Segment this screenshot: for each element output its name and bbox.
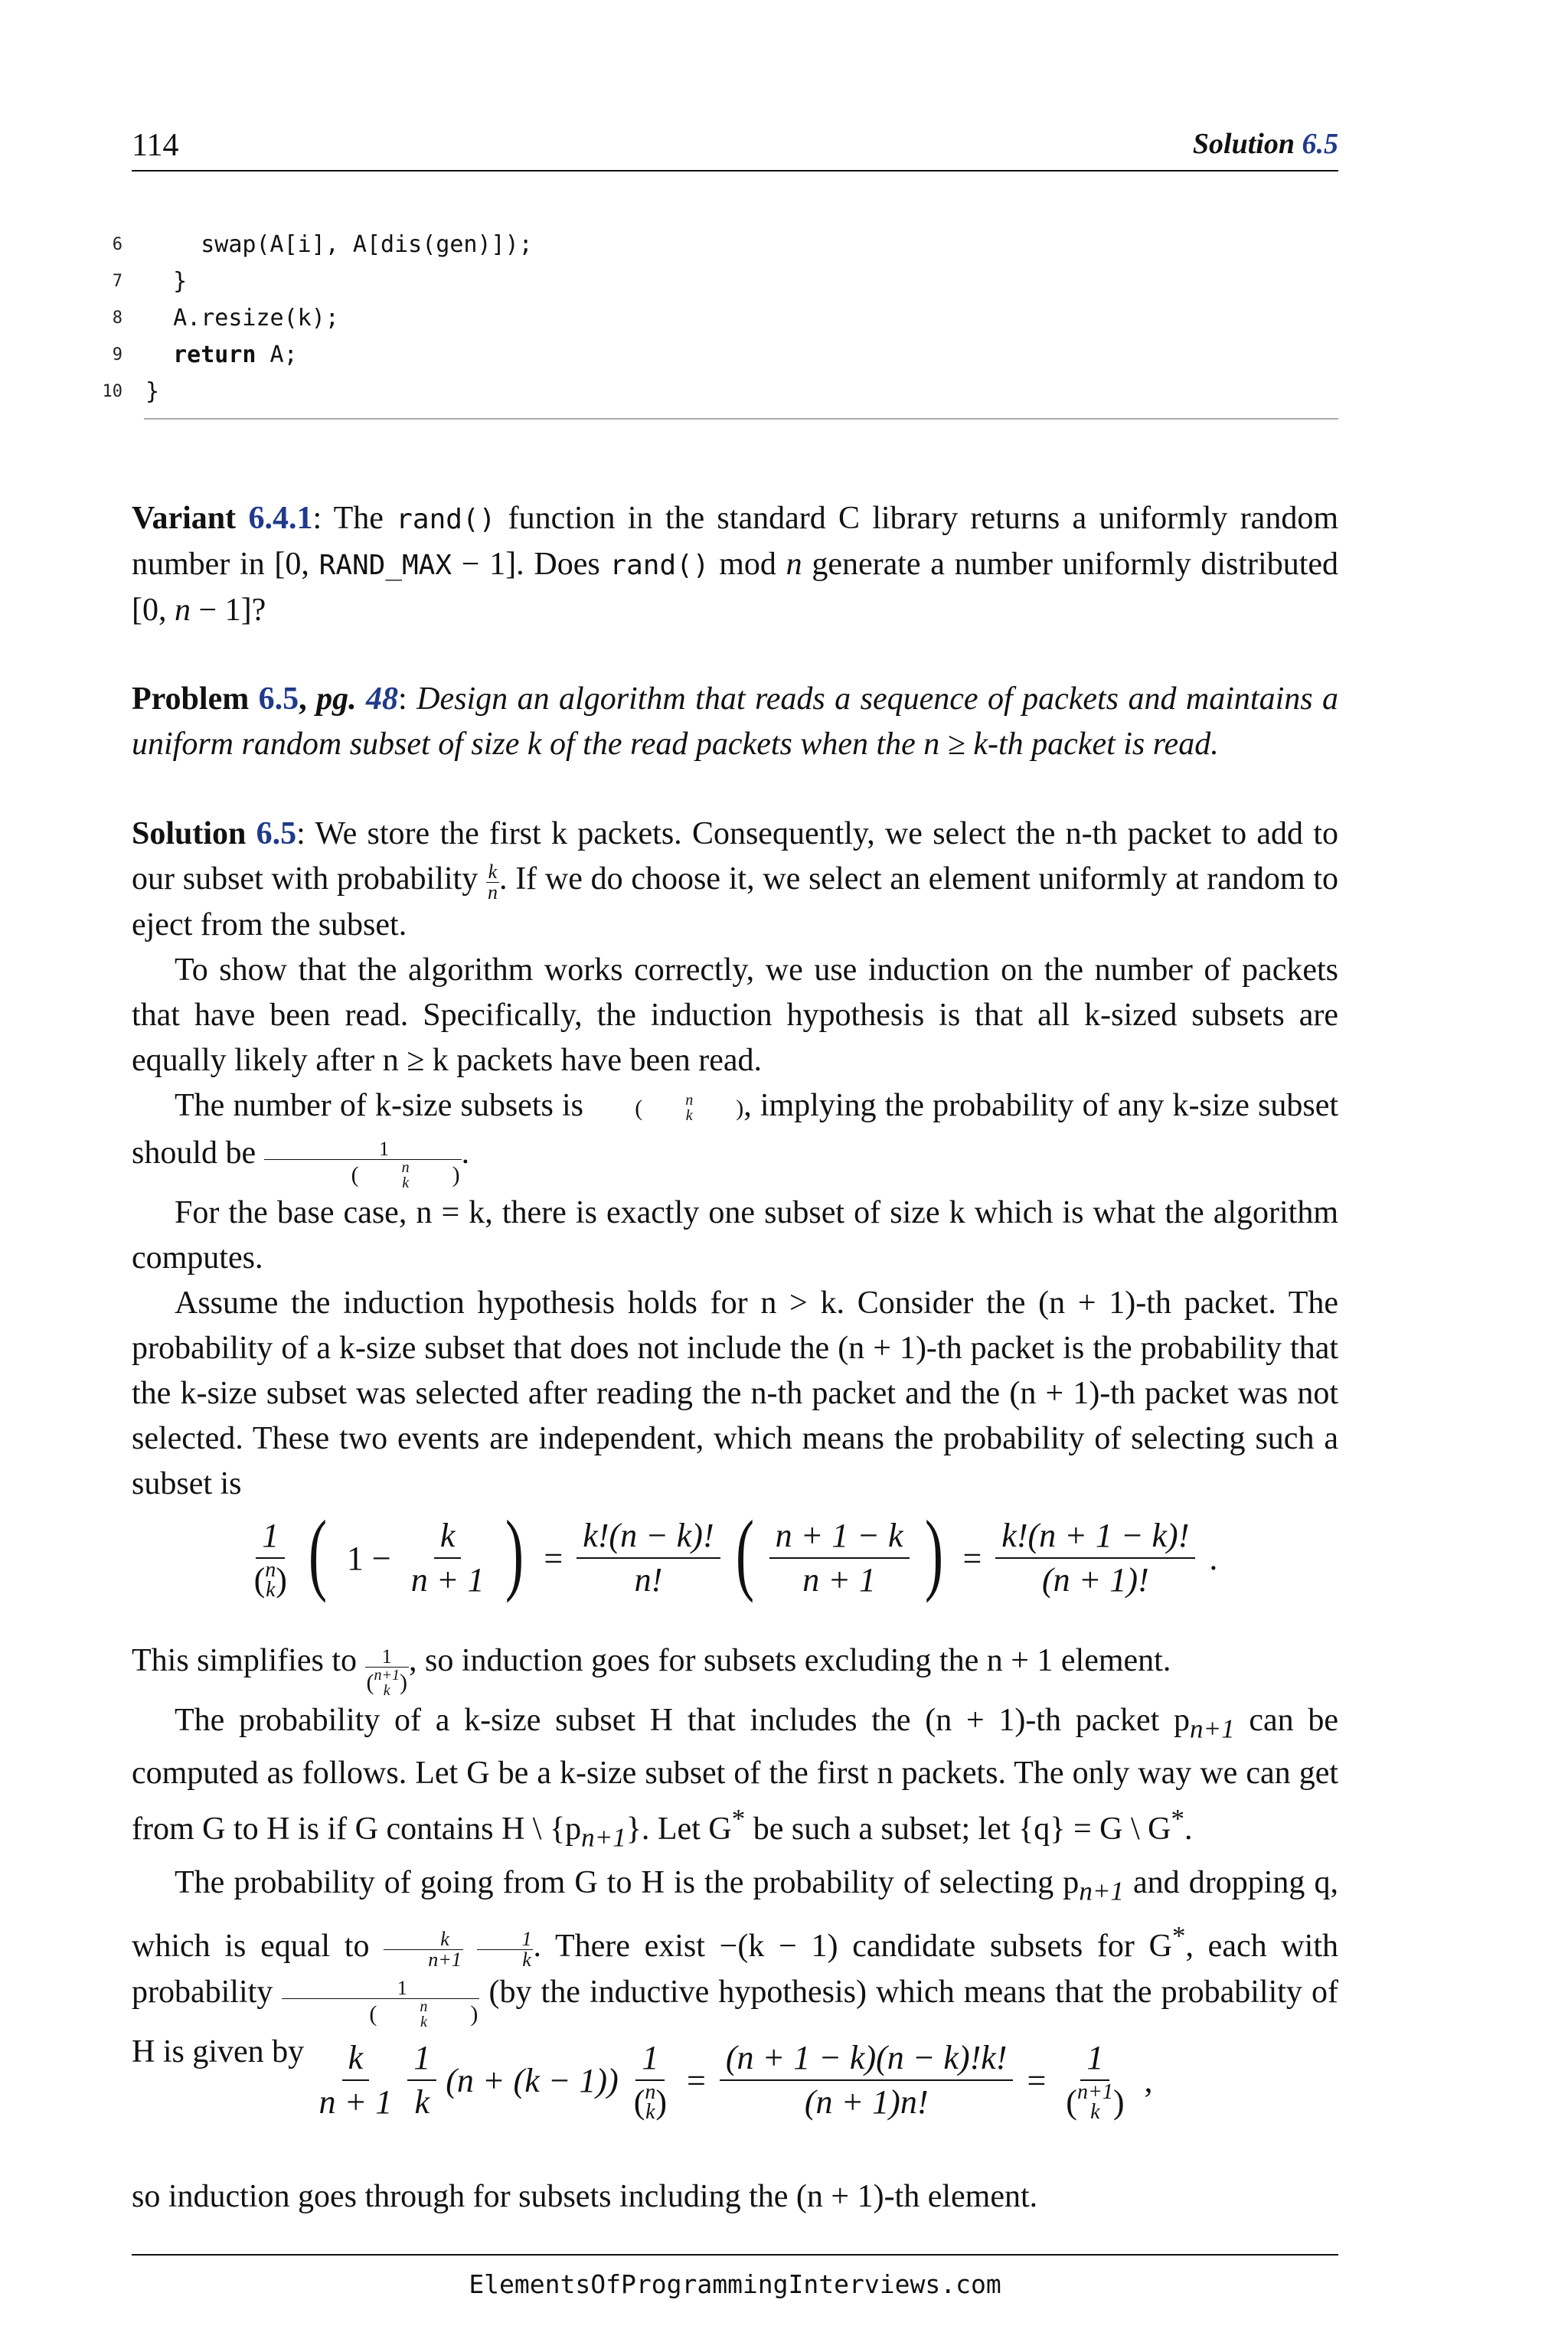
inline-code: rand() bbox=[609, 550, 710, 581]
fraction-denominator: k bbox=[414, 2083, 430, 2121]
math-var: n bbox=[175, 593, 191, 628]
binom-top: n bbox=[645, 2080, 656, 2104]
fraction-denominator bbox=[248, 1559, 293, 1602]
line-number: 6 bbox=[112, 235, 122, 254]
right-paren: ) bbox=[924, 1501, 943, 1603]
code-line bbox=[100, 300, 1340, 337]
fraction-denominator: n bbox=[487, 881, 498, 903]
fraction-denominator: n+1 bbox=[428, 1949, 462, 1971]
binom-bottom: k bbox=[420, 2014, 427, 2031]
eq-fraction bbox=[628, 2037, 673, 2124]
solution-label bbox=[132, 816, 296, 851]
fraction-numerator: 1 bbox=[635, 2037, 665, 2081]
fraction-numerator: 1 bbox=[1080, 2037, 1109, 2081]
running-head-text: Solution bbox=[1192, 128, 1302, 160]
eq-fraction bbox=[313, 2037, 399, 2124]
solution-text: can be computed as follows. Let G be a k-size subset of the first n packets. The only way we can get from G to H is if G contains H \ {p bbox=[132, 1703, 1338, 1847]
closing-paragraph bbox=[132, 2174, 1338, 2220]
code-text: A.resize(k); bbox=[145, 305, 339, 332]
solution-text: . bbox=[461, 1135, 470, 1171]
variant-label-text: Variant bbox=[132, 501, 249, 536]
fraction-denominator bbox=[264, 1160, 462, 1191]
binom-top: n bbox=[401, 1158, 410, 1176]
subscript: n+1 bbox=[581, 1822, 626, 1853]
code-text: } bbox=[145, 268, 188, 295]
fraction-numerator: k bbox=[384, 1929, 463, 1950]
fraction-numerator: 1 bbox=[477, 1929, 533, 1950]
solution-para-4: For the base case, n = k, there is exactly one subset of size k which is what the algorithm computes. bbox=[132, 1194, 1338, 1276]
eq-term: (n + (k − 1)) bbox=[446, 2061, 619, 2099]
code-text: swap(A[i], A[dis(gen)]); bbox=[145, 231, 533, 258]
fraction-one-over-binom bbox=[282, 1978, 479, 2030]
solution-para-6 bbox=[132, 1638, 1338, 1698]
line-number: 10 bbox=[102, 382, 122, 401]
binomial-n-k: ( n k ) bbox=[351, 1158, 460, 1191]
solution-text: }. Let G bbox=[626, 1811, 732, 1847]
solution-text: and dropping q, which is equal to bbox=[132, 1864, 1339, 1965]
fraction-denominator: (n + 1)! bbox=[1042, 1561, 1149, 1599]
solution-text: The number of k-size subsets is bbox=[175, 1088, 593, 1123]
line-number: 8 bbox=[112, 309, 122, 328]
fraction-numerator: 1 bbox=[282, 1978, 479, 1999]
variant-text: mod bbox=[709, 547, 786, 582]
code-text bbox=[145, 337, 298, 374]
eq-fraction bbox=[577, 1514, 720, 1602]
eq-comma: , bbox=[1144, 2061, 1153, 2099]
solution-text: The probability of going from G to H is the probability of selecting p bbox=[175, 1864, 1080, 1900]
eq-fraction bbox=[1060, 2037, 1130, 2124]
display-equation-1 bbox=[132, 1501, 1338, 1603]
problem-label-text: Problem bbox=[132, 681, 259, 717]
binomial-n1-k: ( n+1 k ) bbox=[366, 1667, 407, 1700]
left-paren: ( bbox=[308, 1501, 327, 1603]
fraction-numerator: k!(n − k)! bbox=[577, 1514, 720, 1559]
solution-para-2: To show that the algorithm works correctly, we use induction on the number of packets that have been read. Specifically, the induction hypothesis is that all k-sized subsets are equally likely after n ≥ k packets have been read. bbox=[132, 952, 1338, 1078]
binom-bottom: k bbox=[645, 2100, 655, 2124]
superscript: * bbox=[1171, 1804, 1184, 1834]
line-number: 9 bbox=[112, 345, 122, 364]
fraction-k-over-n1 bbox=[384, 1929, 463, 1970]
solution-para-9: so induction goes through for subsets including the (n + 1)-th element. bbox=[132, 2179, 1038, 2214]
binomial-n-k: ( n k ) bbox=[369, 1998, 479, 2031]
subscript: n+1 bbox=[1190, 1713, 1235, 1744]
eq-fraction bbox=[405, 1514, 491, 1602]
fraction-denominator: n! bbox=[634, 1561, 663, 1599]
binom-bottom: k bbox=[383, 1682, 390, 1700]
page-ref-label: pg. bbox=[316, 681, 367, 717]
variant-ref-link[interactable]: 6.4.1 bbox=[248, 501, 313, 536]
solution-text: This simplifies to bbox=[132, 1643, 365, 1678]
subscript: n+1 bbox=[1079, 1876, 1124, 1906]
equals-sign: = bbox=[544, 1539, 564, 1577]
code-line bbox=[100, 337, 1340, 374]
variant-label bbox=[132, 501, 312, 536]
code-line bbox=[100, 374, 1340, 410]
eq-fraction bbox=[995, 1514, 1195, 1602]
solution-text: . bbox=[1184, 1811, 1193, 1847]
running-head-ref-link[interactable]: 6.5 bbox=[1302, 128, 1338, 160]
eq-fraction bbox=[407, 2037, 436, 2124]
solution-para-3 bbox=[132, 1083, 1338, 1191]
problem-paragraph bbox=[132, 677, 1338, 767]
fraction-numerator: k!(n + 1 − k)! bbox=[995, 1514, 1195, 1559]
solution-text: . There exist −(k − 1) candidate subsets for G bbox=[533, 1929, 1172, 1965]
fraction-one-over-binom bbox=[365, 1647, 410, 1698]
fraction-numerator: k bbox=[486, 862, 499, 883]
code-keyword: return bbox=[173, 341, 256, 368]
header-rule bbox=[132, 170, 1338, 172]
problem-label bbox=[132, 681, 398, 717]
eq-fraction bbox=[769, 1514, 910, 1602]
fraction-numerator: k bbox=[342, 2037, 370, 2081]
fraction-k-over-n bbox=[486, 862, 499, 903]
solution-label-text: Solution bbox=[132, 816, 256, 851]
fraction-numerator: (n + 1 − k)(n − k)!k! bbox=[720, 2037, 1014, 2081]
variant-text: : The bbox=[312, 501, 397, 536]
fraction-denominator: n + 1 bbox=[802, 1561, 876, 1599]
code-line bbox=[100, 227, 1340, 263]
solution-text: , so induction goes for subsets excluding the n + 1 element. bbox=[409, 1643, 1171, 1678]
fraction-denominator bbox=[628, 2081, 673, 2124]
fraction-numerator: 1 bbox=[407, 2037, 436, 2081]
problem-ref-link[interactable]: 6.5 bbox=[258, 681, 299, 717]
fraction-denominator: n + 1 bbox=[318, 2083, 393, 2121]
solution-text: , each with probability bbox=[132, 1929, 1339, 2011]
solution-para-1 bbox=[132, 812, 1338, 948]
code-listing bbox=[100, 227, 1340, 410]
variant-text: − 1]. Does bbox=[452, 547, 610, 582]
binom-top: n bbox=[420, 1998, 428, 2016]
solution-body-continued bbox=[132, 1638, 1338, 2075]
math-var: n bbox=[786, 547, 802, 582]
footer-rule bbox=[132, 2254, 1338, 2256]
problem-comma: , bbox=[299, 681, 317, 717]
fraction-numerator: 1 bbox=[365, 1647, 410, 1668]
solution-text: be such a subset; let {q} = G \ G bbox=[745, 1811, 1171, 1847]
code-rule bbox=[144, 418, 1338, 420]
footer-site-link[interactable]: ElementsOfProgrammingInterviews.com bbox=[469, 2269, 1001, 2299]
binom-bottom: k bbox=[685, 1107, 693, 1125]
fraction-denominator: (n + 1)n! bbox=[804, 2083, 929, 2121]
fraction-numerator: n + 1 − k bbox=[769, 1514, 910, 1559]
binom-top: n bbox=[685, 1092, 694, 1109]
solution-body bbox=[132, 812, 1338, 1507]
solution-text: : We store the first k packets. Consequently, we select the n-th packet to add to our subset with probability bbox=[132, 816, 1338, 897]
code-text: } bbox=[145, 378, 160, 405]
eq-fraction bbox=[720, 2037, 1014, 2124]
fraction-denominator bbox=[1060, 2081, 1130, 2124]
binom-bottom: k bbox=[1090, 2100, 1100, 2124]
fraction-denominator bbox=[365, 1668, 410, 1698]
variant-paragraph bbox=[132, 496, 1338, 633]
solution-text: The probability of a k-size subset H that includes the (n + 1)-th packet p bbox=[175, 1703, 1191, 1739]
left-paren: ( bbox=[735, 1501, 754, 1603]
fraction-denominator: n + 1 bbox=[410, 1561, 485, 1599]
variant-text: function in the standard C library returns a uniformly random number in [0, bbox=[132, 501, 1338, 582]
solution-text: . If we do choose it, we select an element uniformly at random to eject from the subset. bbox=[132, 861, 1338, 942]
binom-bottom: k bbox=[266, 1578, 276, 1602]
inline-code: RAND_MAX bbox=[318, 550, 452, 581]
binom-bottom: k bbox=[402, 1174, 410, 1191]
fraction-numerator: 1 bbox=[256, 1514, 285, 1559]
binomial-n-k: ( n k ) bbox=[253, 1558, 287, 1602]
problem-colon: : bbox=[398, 681, 417, 717]
solution-text: (by the inductive hypothesis) which means that the probability of H is given by bbox=[132, 1975, 1338, 2070]
line-number: 7 bbox=[112, 272, 122, 291]
solution-text: , implying the probability of any k-size subset should be bbox=[132, 1088, 1338, 1171]
fraction-denominator bbox=[282, 1999, 479, 2030]
binomial-n-k: ( n k ) bbox=[635, 1092, 744, 1125]
problem-text: Design an algorithm that reads a sequence of packets and maintains a uniform random subset of size k of the read packets when the n ≥ k-th packet is read. bbox=[132, 681, 1339, 762]
fraction-one-over-binom bbox=[264, 1139, 462, 1191]
eq-period: . bbox=[1209, 1539, 1218, 1577]
solution-para-7 bbox=[132, 1698, 1338, 1860]
inline-code: rand() bbox=[396, 504, 496, 535]
binom-top: n bbox=[265, 1558, 276, 1582]
fraction-numerator: k bbox=[434, 1514, 462, 1559]
equals-sign: = bbox=[962, 1539, 982, 1577]
equals-sign: = bbox=[1027, 2061, 1047, 2099]
fraction-denominator: k bbox=[522, 1949, 531, 1971]
display-equation-2 bbox=[132, 2037, 1338, 2124]
variant-text: generate a number uniformly distributed [0, bbox=[132, 547, 1339, 628]
superscript: * bbox=[731, 1804, 746, 1834]
page-header bbox=[132, 122, 1338, 168]
equals-sign: = bbox=[687, 2061, 706, 2099]
superscript: * bbox=[1171, 1921, 1186, 1952]
binom-top: n+1 bbox=[374, 1667, 400, 1684]
right-paren: ) bbox=[505, 1501, 524, 1603]
code-line bbox=[100, 263, 1340, 300]
variant-text: − 1]? bbox=[191, 593, 266, 628]
binomial-n-k: ( n k ) bbox=[633, 2080, 668, 2124]
page-ref-link[interactable]: 48 bbox=[366, 681, 399, 717]
code-indent bbox=[145, 341, 173, 368]
fraction-numerator: 1 bbox=[264, 1139, 462, 1160]
solution-para-5: Assume the induction hypothesis holds for n > k. Consider the (n + 1)-th packet. The probability of a k-size subset that does not include the (n + 1)-th packet is the probability that the k-size subset was selected after reading the n-th packet and the (n + 1)-th packet was not selected. These two events are independent, which means the probability of selecting such a subset is bbox=[132, 1285, 1338, 1501]
running-head bbox=[1193, 127, 1338, 161]
binomial-n1-k: ( n+1 k ) bbox=[1066, 2080, 1125, 2124]
page-number: 114 bbox=[132, 128, 179, 163]
eq-term: 1 − bbox=[346, 1539, 391, 1577]
binom-top: n+1 bbox=[1076, 2080, 1113, 2104]
eq-fraction bbox=[248, 1514, 293, 1602]
solution-ref-link[interactable]: 6.5 bbox=[256, 816, 297, 851]
fraction-one-over-k bbox=[477, 1929, 533, 1970]
code-rest: A; bbox=[256, 341, 298, 368]
